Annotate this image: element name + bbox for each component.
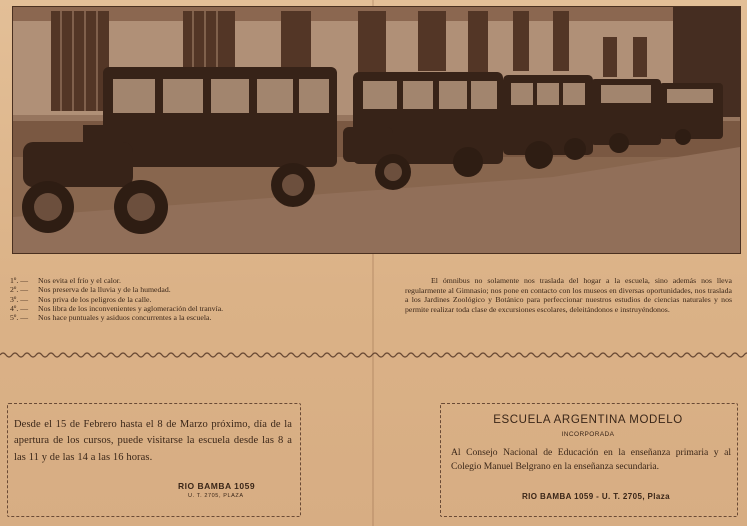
school-affiliation-text: Al Consejo Nacional de Educación en la enseñanza primaria y al Colegio Manuel Belgrano en la enseñanza secundaria.: [451, 447, 731, 472]
visiting-hours-text: Desde el 15 de Febrero hasta el 8 de Marzo próximo, día de la apertura de los cursos, puede visitarse la escuela desde las 8 a las 11 y de las 14 a las 16 horas.: [14, 419, 292, 463]
list-text: Nos libra de los inconvenientes y aglomeración del tranvía.: [38, 303, 224, 313]
list-text: Nos preserva de la lluvia y de la humedad.: [38, 285, 171, 295]
list-item: [10, 295, 295, 304]
right-address: RIO BAMBA 1059 - U. T. 2705, Plaza: [522, 492, 671, 501]
list-number: 4º. —: [10, 303, 29, 313]
list-number: 5º. —: [10, 313, 29, 323]
left-address: RIO BAMBA 1059: [178, 481, 256, 491]
left-phone: U. T. 2705, PLAZA: [188, 493, 244, 499]
list-text: Nos evita el frío y el calor.: [38, 276, 121, 285]
school-title: ESCUELA ARGENTINA MODELO: [493, 414, 683, 426]
omnibus-paragraph: El ómnibus no solamente nos traslada del hogar a la escuela, sino además nos lleva regularmente al Gimnasio; nos pone en contacto con los museos en diversas oportunidades, nos traslada a los Jardines Zoológico y Botánico para perfeccionar nuestros estudios de ciencias naturales y nos permite realizar toda clase de excursiones escolares, deleitándonos e instruyéndonos.: [405, 276, 732, 314]
list-item: [10, 285, 295, 294]
wavy-divider: [0, 350, 747, 360]
list-text: Nos hace puntuales y asiduos concurrentes a la escuela.: [38, 313, 212, 323]
list-number: 2º. —: [10, 285, 29, 295]
photo-illustration: [13, 7, 740, 253]
list-number: 3º. —: [10, 294, 29, 304]
school-subtitle: INCORPORADA: [561, 431, 615, 438]
list-item: [10, 313, 295, 322]
list-item: [10, 304, 295, 313]
school-buses-photo: [12, 6, 741, 254]
list-item: [10, 276, 295, 285]
list-text: Nos priva de los peligros de la calle.: [38, 294, 152, 304]
list-number: 1º. —: [10, 276, 29, 285]
benefits-list: [10, 276, 295, 322]
